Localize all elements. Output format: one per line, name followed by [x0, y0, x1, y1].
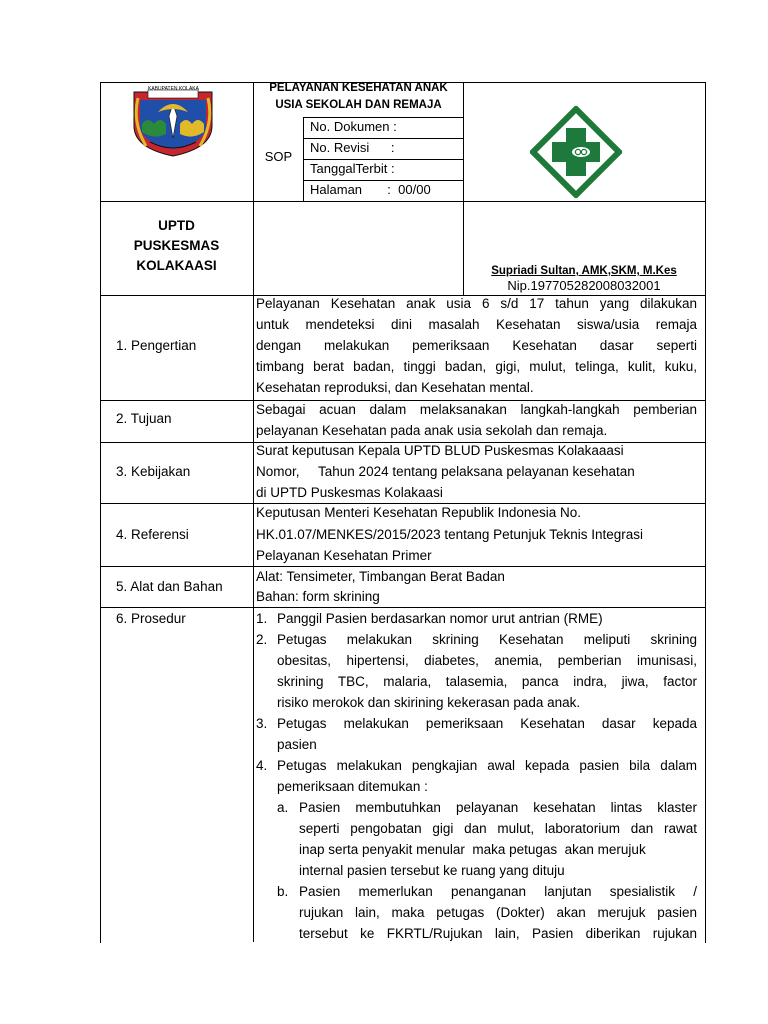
section-label-alat-bahan: 5. Alat dan Bahan — [116, 579, 223, 594]
alat-line: Alat: Tensimeter, Timbangan Berat Badan — [256, 569, 505, 584]
doc-revision-field: No. Revisi : — [310, 140, 395, 155]
referensi-line: Keputusan Menteri Kesehatan Republik Indonesia No. — [256, 505, 581, 520]
prosedur-item-line: Petugas melakukan skrining Kesehatan meliputi skrining — [277, 632, 697, 647]
prosedur-item-line: skrining TBC, malaria, talasemia, panca indra, jiwa, factor — [277, 674, 697, 689]
section-label-referensi: 4. Referensi — [116, 527, 189, 542]
sop-label: SOP — [264, 149, 293, 164]
document-title-line2: USIA SEKOLAH DAN REMAJA — [275, 99, 442, 111]
prosedur-subitem-line: inap serta penyakit menular maka petugas akan merujuk — [299, 842, 646, 857]
prosedur-item-number: 4. — [256, 758, 268, 773]
prosedur-subitem-line: Pasien membutuhkan pelayanan kesehatan lintas klaster — [299, 800, 697, 815]
pengertian-line: untuk mendeteksi dini masalah Kesehatan siswa/usia remaja — [256, 317, 697, 332]
kebijakan-line: Surat keputusan Kepala UPTD BLUD Puskesmas Kolakaaasi — [256, 443, 624, 458]
prosedur-subitem-line: Pasien memerlukan penanganan lanjutan spesialistik / — [299, 884, 697, 899]
org-name-line1: UPTD — [158, 218, 195, 233]
puskesmas-logo-icon — [530, 106, 622, 198]
prosedur-item-line: Petugas melakukan pengkajian awal kepada pasien bila dalam — [277, 758, 697, 773]
bahan-line: Bahan: form skrining — [256, 589, 380, 604]
org-name-line3: KOLAKAASI — [136, 258, 217, 273]
prosedur-item-number: 3. — [256, 716, 268, 731]
section-label-tujuan: 2. Tujuan — [116, 411, 172, 426]
kabupaten-emblem-icon — [128, 86, 218, 158]
kebijakan-line: di UPTD Puskesmas Kolakaasi — [256, 485, 443, 500]
doc-issue-date-field: TanggalTerbit : — [310, 161, 395, 176]
pengertian-line: timbang berat badan, tinggi badan, gigi, mulut, telinga, kulit, kuku, — [256, 359, 697, 374]
prosedur-subitem-letter: a. — [277, 800, 289, 815]
prosedur-subitem-letter: b. — [277, 884, 289, 899]
label-column-divider — [253, 82, 254, 942]
sop-column-divider — [303, 117, 304, 201]
prosedur-subitem-line: seperti pengobatan gigi dan mulut, laboratorium dan rawat — [299, 821, 697, 836]
emblem-banner-text: KABUPATEN KOLAKA — [148, 86, 199, 92]
referensi-line: HK.01.07/MENKES/2015/2023 tentang Petunjuk Teknis Integrasi — [256, 527, 643, 542]
referensi-line: Pelayanan Kesehatan Primer — [256, 548, 432, 563]
prosedur-item-number: 2. — [256, 632, 268, 647]
signer-name: Supriadi Sultan, AMK,SKM, M.Kes — [491, 265, 677, 277]
pengertian-line: Pelayanan Kesehatan anak usia 6 s/d 17 tahun yang dilakukan — [256, 296, 697, 311]
signer-nip: Nip.197705282008032001 — [507, 278, 661, 293]
section-label-pengertian: 1. Pengertian — [116, 338, 197, 353]
document-title-line1: PELAYANAN KESEHATAN ANAK — [269, 82, 448, 94]
prosedur-item-line: Petugas melakukan pemeriksaan Kesehatan dasar kepada — [277, 716, 697, 731]
prosedur-item-line: pemeriksaan ditemukan : — [277, 779, 428, 794]
prosedur-subitem-line: tersebut ke FKRTL/Rujukan lain, Pasien diberikan rujukan — [299, 926, 697, 941]
kebijakan-line: Nomor, Tahun 2024 tentang pelaksana pelayanan kesehatan — [256, 464, 635, 479]
prosedur-subitem-line: internal pasien tersebut ke ruang yang dituju — [299, 863, 565, 878]
prosedur-item-line: Panggil Pasien berdasarkan nomor urut antrian (RME) — [277, 611, 603, 626]
doc-page-field: Halaman : 00/00 — [310, 182, 431, 197]
doc-number-field: No. Dokumen : — [310, 119, 397, 134]
prosedur-item-line: risiko merokok dan skirining kekerasan pada anak. — [277, 695, 581, 710]
pengertian-line: Kesehatan reproduksi, dan Kesehatan mental. — [256, 380, 534, 395]
section-label-kebijakan: 3. Kebijakan — [116, 464, 191, 479]
header-divider — [100, 201, 705, 202]
prosedur-subitem-line: rujukan lain, maka petugas (Dokter) akan merujuk pasien — [299, 905, 697, 920]
tujuan-line: Sebagai acuan dalam melaksanakan langkah-langkah pemberian — [256, 402, 697, 417]
pengertian-line: dengan melakukan pemeriksaan Kesehatan dasar seperti — [256, 338, 697, 353]
prosedur-item-number: 1. — [256, 611, 268, 626]
prosedur-item-line: pasien — [277, 737, 317, 752]
section-label-prosedur: 6. Prosedur — [116, 611, 186, 626]
org-name-line2: PUSKESMAS — [133, 238, 220, 253]
tujuan-line: pelayanan Kesehatan pada anak usia sekolah dan remaja. — [256, 423, 608, 438]
prosedur-item-line: obesitas, hipertensi, diabetes, anemia, pemberian imunisasi, — [277, 653, 697, 668]
